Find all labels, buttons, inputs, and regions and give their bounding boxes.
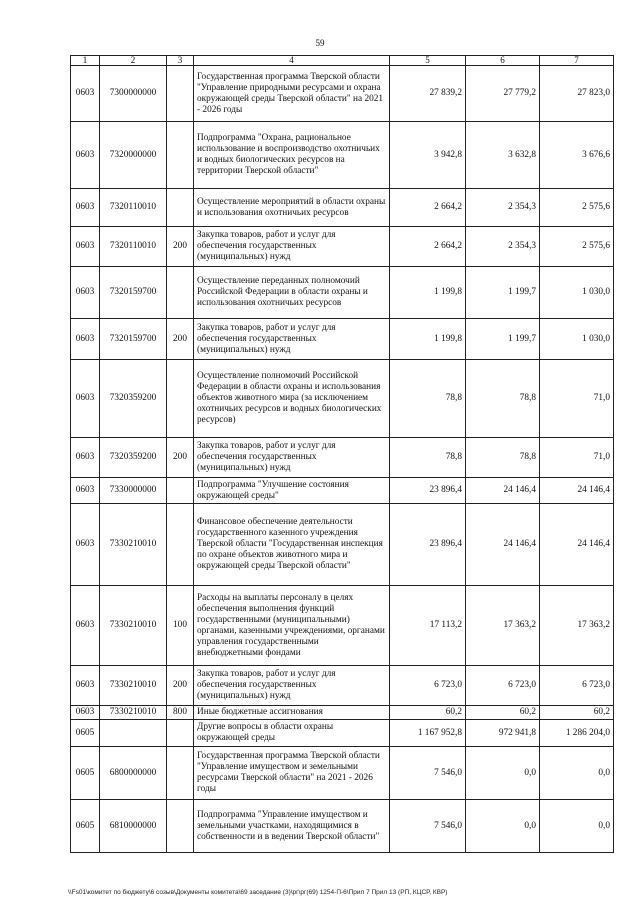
name-cell: Государственная программа Тверской области "Управление имуществом и земельными ресурсами Тверской области" на 2021 - 2026 годы bbox=[194, 747, 390, 800]
footer-file-path: \\Fs01\комитет по бюджету\6 созыв\Документы комитета\69 заседание (3)\рг\рг(69) 1254-П-6\Прил 7 Прил 13 (РП, КЦСР, КВР) bbox=[68, 889, 448, 896]
name-cell: Финансовое обеспечение деятельности государственного казенного учреждения Тверской области "Государственная инспекция по охране объектов животного мира и окружающей среды Тверской области" bbox=[194, 504, 390, 586]
expense-type-cell: 200 bbox=[167, 319, 194, 360]
column-header: 4 bbox=[194, 56, 390, 66]
expense-type-cell bbox=[167, 267, 194, 319]
value-cell: 27 779,2 bbox=[466, 66, 540, 122]
code-cell: 7320159700 bbox=[100, 319, 167, 360]
name-cell: Расходы на выплаты персоналу в целях обеспечения выполнения функций государственными (муниципальными) органами, казенными учреждениями, органами управления государственными внебюджетными фондами bbox=[194, 586, 390, 666]
name-cell: Подпрограмма "Управление имуществом и земельными участками, находящимися в собственности и в ведении Тверской области" bbox=[194, 800, 390, 853]
table-row bbox=[71, 438, 614, 478]
code-cell: 7320110010 bbox=[100, 227, 167, 267]
expense-type-cell: 100 bbox=[167, 586, 194, 666]
code-cell: 6810000000 bbox=[100, 800, 167, 853]
code-cell: 7330000000 bbox=[100, 478, 167, 504]
name-cell: Подпрограмма "Улучшение состояния окружающей среды" bbox=[194, 478, 390, 504]
table-row bbox=[71, 360, 614, 438]
section-cell: 0603 bbox=[71, 706, 100, 720]
budget-table bbox=[70, 55, 614, 853]
section-cell: 0603 bbox=[71, 438, 100, 478]
code-cell: 7330210010 bbox=[100, 706, 167, 720]
code-cell: 6800000000 bbox=[100, 747, 167, 800]
header-row bbox=[71, 56, 614, 66]
table-row bbox=[71, 720, 614, 747]
table-row bbox=[71, 267, 614, 319]
value-cell: 27 839,2 bbox=[390, 66, 466, 122]
name-cell: Закупка товаров, работ и услуг для обеспечения государственных (муниципальных) нужд bbox=[194, 319, 390, 360]
value-cell: 6 723,0 bbox=[466, 666, 540, 706]
expense-type-cell: 200 bbox=[167, 438, 194, 478]
value-cell: 6 723,0 bbox=[390, 666, 466, 706]
value-cell: 78,8 bbox=[390, 360, 466, 438]
name-cell: Государственная программа Тверской области "Управление природными ресурсами и охрана окружающей среды Тверской области" на 2021 - 2026 годы bbox=[194, 66, 390, 122]
column-header: 1 bbox=[71, 56, 100, 66]
table-row bbox=[71, 586, 614, 666]
value-cell: 2 575,6 bbox=[540, 227, 614, 267]
table-row bbox=[71, 66, 614, 122]
code-cell: 7330210010 bbox=[100, 666, 167, 706]
expense-type-cell bbox=[167, 800, 194, 853]
code-cell bbox=[100, 720, 167, 747]
value-cell: 1 030,0 bbox=[540, 267, 614, 319]
expense-type-cell bbox=[167, 478, 194, 504]
expense-type-cell: 200 bbox=[167, 666, 194, 706]
name-cell: Закупка товаров, работ и услуг для обеспечения государственных (муниципальных) нужд bbox=[194, 438, 390, 478]
section-cell: 0603 bbox=[71, 66, 100, 122]
expense-type-cell bbox=[167, 360, 194, 438]
section-cell: 0603 bbox=[71, 267, 100, 319]
value-cell: 24 146,4 bbox=[540, 478, 614, 504]
value-cell: 78,8 bbox=[390, 438, 466, 478]
value-cell: 2 664,2 bbox=[390, 227, 466, 267]
name-cell: Закупка товаров, работ и услуг для обеспечения государственных (муниципальных) нужд bbox=[194, 227, 390, 267]
section-cell: 0603 bbox=[71, 666, 100, 706]
expense-type-cell bbox=[167, 747, 194, 800]
name-cell: Другие вопросы в области охраны окружающей среды bbox=[194, 720, 390, 747]
column-header: 5 bbox=[390, 56, 466, 66]
value-cell: 78,8 bbox=[466, 438, 540, 478]
table-row bbox=[71, 122, 614, 189]
value-cell: 23 896,4 bbox=[390, 478, 466, 504]
value-cell: 972 941,8 bbox=[466, 720, 540, 747]
section-cell: 0605 bbox=[71, 800, 100, 853]
value-cell: 3 676,6 bbox=[540, 122, 614, 189]
value-cell: 1 030,0 bbox=[540, 319, 614, 360]
value-cell: 0,0 bbox=[540, 747, 614, 800]
table-row bbox=[71, 189, 614, 227]
value-cell: 17 363,2 bbox=[466, 586, 540, 666]
value-cell: 3 942,8 bbox=[390, 122, 466, 189]
value-cell: 6 723,0 bbox=[540, 666, 614, 706]
code-cell: 7320359200 bbox=[100, 438, 167, 478]
expense-type-cell bbox=[167, 504, 194, 586]
column-header: 2 bbox=[100, 56, 167, 66]
section-cell: 0605 bbox=[71, 720, 100, 747]
value-cell: 2 354,3 bbox=[466, 189, 540, 227]
value-cell: 17 113,2 bbox=[390, 586, 466, 666]
expense-type-cell: 800 bbox=[167, 706, 194, 720]
section-cell: 0605 bbox=[71, 747, 100, 800]
value-cell: 71,0 bbox=[540, 438, 614, 478]
value-cell: 78,8 bbox=[466, 360, 540, 438]
value-cell: 1 199,7 bbox=[466, 267, 540, 319]
column-header: 7 bbox=[540, 56, 614, 66]
value-cell: 2 664,2 bbox=[390, 189, 466, 227]
value-cell: 2 354,3 bbox=[466, 227, 540, 267]
name-cell: Закупка товаров, работ и услуг для обеспечения государственных (муниципальных) нужд bbox=[194, 666, 390, 706]
table-row bbox=[71, 800, 614, 853]
value-cell: 60,2 bbox=[390, 706, 466, 720]
value-cell: 7 546,0 bbox=[390, 747, 466, 800]
value-cell: 2 575,6 bbox=[540, 189, 614, 227]
name-cell: Осуществление полномочий Российской Федерации в области охраны и использования объектов животного мира (за исключением охотничьих ресурсов и водных биологических ресурсов) bbox=[194, 360, 390, 438]
code-cell: 7320110010 bbox=[100, 189, 167, 227]
value-cell: 24 146,4 bbox=[466, 478, 540, 504]
value-cell: 0,0 bbox=[540, 800, 614, 853]
value-cell: 24 146,4 bbox=[540, 504, 614, 586]
value-cell: 17 363,2 bbox=[540, 586, 614, 666]
value-cell: 1 199,7 bbox=[466, 319, 540, 360]
table-row bbox=[71, 706, 614, 720]
value-cell: 60,2 bbox=[466, 706, 540, 720]
value-cell: 1 286 204,0 bbox=[540, 720, 614, 747]
table-row bbox=[71, 227, 614, 267]
value-cell: 0,0 bbox=[466, 747, 540, 800]
section-cell: 0603 bbox=[71, 189, 100, 227]
code-cell: 7320359200 bbox=[100, 360, 167, 438]
expense-type-cell: 200 bbox=[167, 227, 194, 267]
value-cell: 27 823,0 bbox=[540, 66, 614, 122]
expense-type-cell bbox=[167, 122, 194, 189]
name-cell: Подпрограмма "Охрана, рациональное использование и воспроизводство охотничьих и водных биологических ресурсов на территории Тверской области" bbox=[194, 122, 390, 189]
value-cell: 1 199,8 bbox=[390, 319, 466, 360]
table-row bbox=[71, 747, 614, 800]
expense-type-cell bbox=[167, 189, 194, 227]
section-cell: 0603 bbox=[71, 504, 100, 586]
name-cell: Иные бюджетные ассигнования bbox=[194, 706, 390, 720]
table-row bbox=[71, 478, 614, 504]
table-row bbox=[71, 319, 614, 360]
column-header: 3 bbox=[167, 56, 194, 66]
code-cell: 7320000000 bbox=[100, 122, 167, 189]
name-cell: Осуществление мероприятий в области охраны и использования охотничьих ресурсов bbox=[194, 189, 390, 227]
value-cell: 0,0 bbox=[466, 800, 540, 853]
section-cell: 0603 bbox=[71, 319, 100, 360]
value-cell: 7 546,0 bbox=[390, 800, 466, 853]
expense-type-cell bbox=[167, 66, 194, 122]
column-header: 6 bbox=[466, 56, 540, 66]
section-cell: 0603 bbox=[71, 227, 100, 267]
table-row bbox=[71, 666, 614, 706]
value-cell: 71,0 bbox=[540, 360, 614, 438]
value-cell: 24 146,4 bbox=[466, 504, 540, 586]
page-number: 59 bbox=[315, 38, 325, 48]
code-cell: 7300000000 bbox=[100, 66, 167, 122]
name-cell: Осуществление переданных полномочий Российской Федерации в области охраны и использования охотничьих ресурсов bbox=[194, 267, 390, 319]
code-cell: 7320159700 bbox=[100, 267, 167, 319]
table-row bbox=[71, 504, 614, 586]
value-cell: 3 632,8 bbox=[466, 122, 540, 189]
section-cell: 0603 bbox=[71, 122, 100, 189]
expense-type-cell bbox=[167, 720, 194, 747]
value-cell: 23 896,4 bbox=[390, 504, 466, 586]
value-cell: 1 167 952,8 bbox=[390, 720, 466, 747]
value-cell: 60,2 bbox=[540, 706, 614, 720]
code-cell: 7330210010 bbox=[100, 504, 167, 586]
section-cell: 0603 bbox=[71, 360, 100, 438]
code-cell: 7330210010 bbox=[100, 586, 167, 666]
value-cell: 1 199,8 bbox=[390, 267, 466, 319]
section-cell: 0603 bbox=[71, 478, 100, 504]
section-cell: 0603 bbox=[71, 586, 100, 666]
